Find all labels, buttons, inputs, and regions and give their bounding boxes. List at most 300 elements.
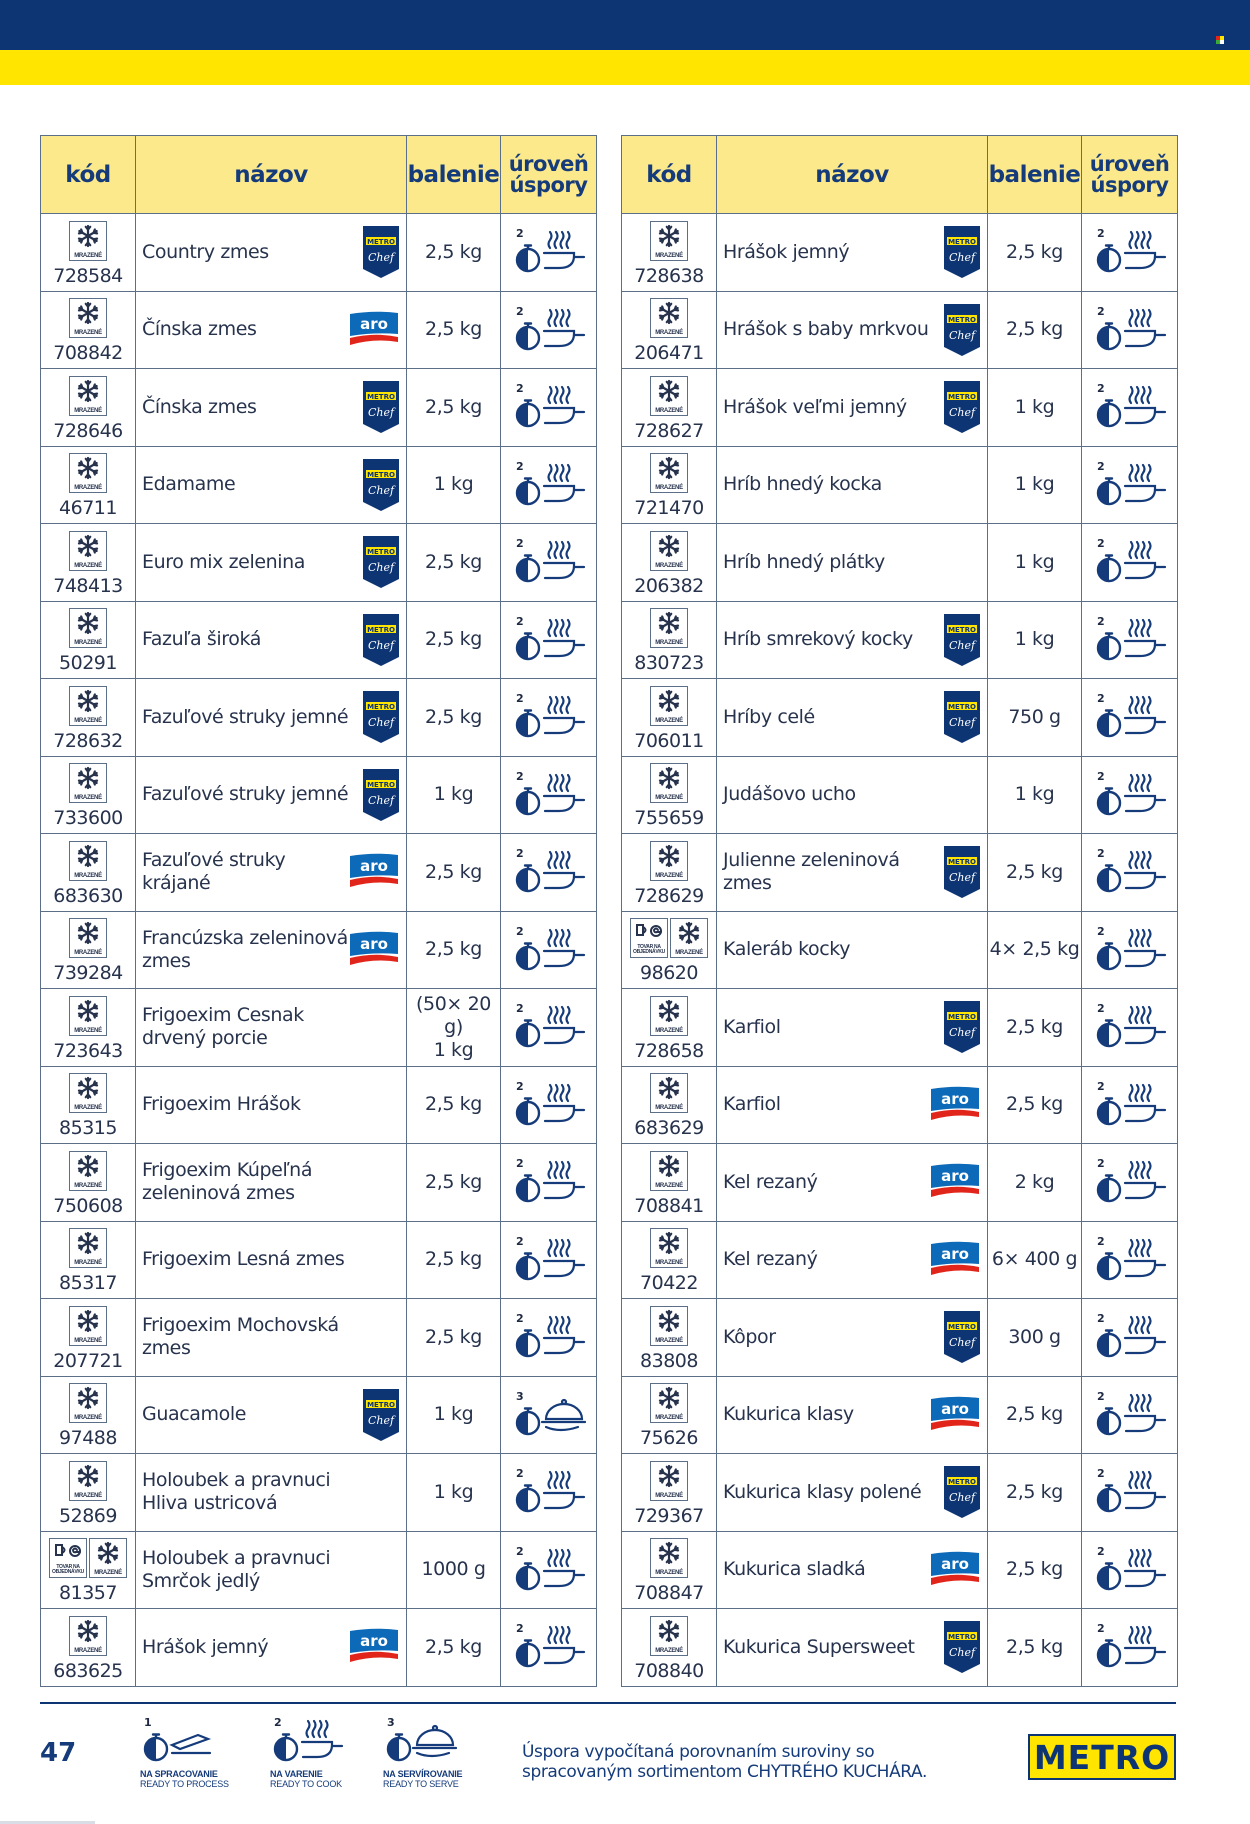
ready-to-cook-icon xyxy=(501,536,596,588)
name-wrap xyxy=(723,602,981,679)
savings-level xyxy=(501,911,597,989)
code-cell xyxy=(622,446,717,524)
table-row xyxy=(41,911,597,989)
product-name: Holoubek a pravnuci Smrčok jedlý xyxy=(142,1546,331,1592)
name-cell xyxy=(717,756,988,834)
name-cell xyxy=(717,834,988,912)
code-cell xyxy=(41,1376,136,1454)
storage-icons xyxy=(41,376,135,418)
product-code: 728638 xyxy=(634,264,704,287)
frozen-icon-label: MRAZENÉ xyxy=(655,252,683,259)
name-wrap xyxy=(723,1144,981,1221)
name-cell xyxy=(136,989,407,1067)
svg-text:2: 2 xyxy=(515,1002,524,1016)
svg-text:2: 2 xyxy=(1096,692,1105,706)
order-icon xyxy=(630,918,668,958)
product-name: Kukurica sladká xyxy=(723,1558,866,1581)
product-table-left xyxy=(40,135,597,1687)
svg-text:Chef: Chef xyxy=(367,793,395,807)
storage-icons xyxy=(622,531,716,573)
svg-text:Chef: Chef xyxy=(948,638,976,652)
savings-level xyxy=(1082,291,1178,369)
product-code: 206471 xyxy=(634,342,704,365)
code-cell xyxy=(622,679,717,757)
frozen-icon-label: MRAZENÉ xyxy=(74,1647,102,1654)
savings-level xyxy=(501,1221,597,1299)
frozen-icon-label: MRAZENÉ xyxy=(655,407,683,414)
svg-text:2: 2 xyxy=(1096,1002,1105,1016)
metro-chef-logo xyxy=(943,303,981,357)
storage-icons xyxy=(41,841,135,883)
code-cell xyxy=(41,1066,136,1144)
metro-chef-logo xyxy=(362,380,400,434)
frozen-icon-label: MRAZENÉ xyxy=(675,950,703,957)
name-wrap xyxy=(723,912,981,989)
frozen-icon xyxy=(650,686,688,726)
savings-level xyxy=(1082,1376,1178,1454)
frozen-icon xyxy=(650,1306,688,1346)
name-cell xyxy=(136,1144,407,1222)
metro-chef-logo xyxy=(943,690,981,744)
package-size: 1 kg xyxy=(407,756,501,834)
name-wrap xyxy=(723,757,981,834)
table-row xyxy=(622,1454,1178,1532)
name-wrap xyxy=(142,447,400,524)
metro-chef-logo xyxy=(362,535,400,589)
savings-level xyxy=(501,1376,597,1454)
frozen-icon-label: MRAZENÉ xyxy=(74,485,102,492)
storage-icons xyxy=(622,1151,716,1193)
package-size: 2,5 kg xyxy=(988,834,1082,912)
svg-text:METRO: METRO xyxy=(948,625,976,634)
frozen-icon xyxy=(69,1151,107,1191)
name-wrap xyxy=(142,602,400,679)
svg-text:2: 2 xyxy=(1096,382,1105,396)
table-row xyxy=(41,834,597,912)
storage-icons xyxy=(41,453,135,495)
storage-icons xyxy=(41,1461,135,1503)
product-name: Karfiol xyxy=(723,1093,781,1116)
svg-text:2: 2 xyxy=(515,614,524,628)
savings-level xyxy=(1082,1221,1178,1299)
svg-text:METRO: METRO xyxy=(367,470,395,479)
svg-text:2: 2 xyxy=(515,847,524,861)
product-name: Kukurica Supersweet xyxy=(723,1635,915,1658)
ready-to-cook-icon xyxy=(1082,381,1177,433)
table-header-row xyxy=(622,136,1178,214)
ready-to-cook-icon xyxy=(1082,1311,1177,1363)
product-code: 70422 xyxy=(640,1272,698,1295)
name-wrap xyxy=(723,834,981,911)
table-row xyxy=(41,214,597,292)
savings-level xyxy=(501,214,597,292)
storage-icons xyxy=(622,996,716,1038)
storage-icons xyxy=(41,298,135,340)
code-cell xyxy=(41,834,136,912)
name-cell xyxy=(717,601,988,679)
ready-to-serve-icon xyxy=(501,1389,596,1441)
table-row xyxy=(41,1376,597,1454)
code-cell xyxy=(622,1376,717,1454)
name-wrap xyxy=(723,214,981,291)
svg-text:2: 2 xyxy=(1096,227,1105,241)
header-pack: balenie xyxy=(407,136,501,214)
name-cell xyxy=(717,214,988,292)
header-savings: úroveň úspory xyxy=(501,136,597,214)
package-size: 1 kg xyxy=(988,756,1082,834)
svg-text:2: 2 xyxy=(1096,459,1105,473)
storage-icons xyxy=(622,1383,716,1425)
svg-text:aro: aro xyxy=(360,314,388,333)
code-cell xyxy=(41,911,136,989)
frozen-icon-label: MRAZENÉ xyxy=(74,950,102,957)
svg-text:2: 2 xyxy=(515,227,524,241)
frozen-icon-label: MRAZENÉ xyxy=(74,330,102,337)
metro-chef-logo xyxy=(943,613,981,667)
product-name: Francúzska zeleninová zmes xyxy=(142,926,348,972)
svg-text:aro: aro xyxy=(941,1167,969,1186)
ready-to-cook-icon xyxy=(501,691,596,743)
svg-text:Chef: Chef xyxy=(948,716,976,730)
legend-ready-to-serve xyxy=(383,1715,493,1789)
frozen-icon-label: MRAZENÉ xyxy=(74,1105,102,1112)
code-cell xyxy=(41,601,136,679)
frozen-icon xyxy=(69,1383,107,1423)
storage-icons xyxy=(622,1461,716,1503)
svg-text:METRO: METRO xyxy=(367,625,395,634)
table-row xyxy=(622,1531,1178,1609)
product-code: 97488 xyxy=(59,1427,117,1450)
frozen-icon-label: MRAZENÉ xyxy=(655,717,683,724)
table-row xyxy=(41,369,597,447)
ready-to-cook-icon xyxy=(1082,1234,1177,1286)
frozen-icon xyxy=(650,763,688,803)
metro-chef-logo xyxy=(943,1000,981,1054)
name-wrap xyxy=(142,912,400,989)
table-row xyxy=(41,1609,597,1687)
frozen-icon xyxy=(650,1538,688,1578)
frozen-icon xyxy=(650,1073,688,1113)
ready-to-serve-icon xyxy=(383,1715,493,1767)
name-wrap xyxy=(142,1222,400,1299)
name-wrap xyxy=(723,1299,981,1376)
name-wrap xyxy=(142,1377,400,1454)
frozen-icon-label: MRAZENÉ xyxy=(74,1415,102,1422)
savings-level xyxy=(1082,446,1178,524)
product-code: 85317 xyxy=(59,1272,117,1295)
package-size: 300 g xyxy=(988,1299,1082,1377)
table-row xyxy=(622,1066,1178,1144)
table-row xyxy=(41,446,597,524)
name-cell xyxy=(717,1221,988,1299)
package-size: 2,5 kg xyxy=(407,679,501,757)
table-row xyxy=(622,214,1178,292)
name-wrap xyxy=(142,1299,400,1376)
product-name: Hrášok jemný xyxy=(723,240,850,263)
code-cell xyxy=(622,1609,717,1687)
package-size: 2,5 kg xyxy=(988,1609,1082,1687)
table-row xyxy=(41,291,597,369)
name-wrap xyxy=(142,834,400,911)
storage-icons xyxy=(622,1228,716,1270)
svg-text:Chef: Chef xyxy=(367,251,395,265)
ready-to-cook-icon xyxy=(501,381,596,433)
savings-level xyxy=(501,1299,597,1377)
code-cell xyxy=(622,601,717,679)
order-icon xyxy=(49,1538,87,1578)
svg-text:2: 2 xyxy=(515,1622,524,1636)
name-cell xyxy=(136,601,407,679)
table-header-row xyxy=(41,136,597,214)
name-cell xyxy=(136,446,407,524)
storage-icons xyxy=(41,1538,135,1580)
frozen-icon xyxy=(69,298,107,338)
product-code: 207721 xyxy=(53,1349,123,1372)
product-name: Kel rezaný xyxy=(723,1248,818,1271)
package-size: 2,5 kg xyxy=(407,1609,501,1687)
code-cell xyxy=(622,1066,717,1144)
legend-ready-to-cook xyxy=(270,1715,380,1789)
table-row xyxy=(41,1144,597,1222)
package-size: 2,5 kg xyxy=(407,1221,501,1299)
code-cell xyxy=(622,1221,717,1299)
svg-text:METRO: METRO xyxy=(948,238,976,247)
metro-chef-logo xyxy=(362,768,400,822)
package-size: 750 g xyxy=(988,679,1082,757)
svg-text:aro: aro xyxy=(360,1632,388,1651)
package-size: 4× 2,5 kg xyxy=(988,911,1082,989)
svg-text:3: 3 xyxy=(515,1389,524,1403)
frozen-icon xyxy=(650,453,688,493)
frozen-icon xyxy=(69,1228,107,1268)
code-cell xyxy=(622,834,717,912)
storage-icons xyxy=(622,763,716,805)
table-row xyxy=(41,524,597,602)
product-code: 50291 xyxy=(59,652,117,675)
storage-icons xyxy=(41,918,135,960)
product-name: Judášovo ucho xyxy=(723,783,856,806)
product-code: 85315 xyxy=(59,1117,117,1140)
ready-to-cook-icon xyxy=(501,1156,596,1208)
storage-icons xyxy=(622,1306,716,1348)
savings-level xyxy=(1082,1066,1178,1144)
frozen-icon-label: MRAZENÉ xyxy=(74,717,102,724)
svg-text:2: 2 xyxy=(515,924,524,938)
ready-to-cook-icon xyxy=(501,459,596,511)
name-wrap xyxy=(723,447,981,524)
product-code: 706011 xyxy=(634,729,704,752)
legend-label: NA SPRACOVANIE xyxy=(140,1769,218,1779)
package-size: 2,5 kg xyxy=(988,291,1082,369)
metro-chef-logo xyxy=(362,1388,400,1442)
savings-note: Úspora vypočítaná porovnaním suroviny so spracovaným sortimentom CHYTRÉHO KUCHÁRA. xyxy=(522,1742,927,1782)
table-row xyxy=(622,446,1178,524)
name-wrap xyxy=(142,1144,400,1221)
frozen-icon xyxy=(650,1461,688,1501)
frozen-icon-label: MRAZENÉ xyxy=(655,1105,683,1112)
svg-text:2: 2 xyxy=(1096,1622,1105,1636)
name-cell xyxy=(136,834,407,912)
name-cell xyxy=(136,214,407,292)
name-wrap xyxy=(142,1609,400,1686)
table-row xyxy=(41,1299,597,1377)
frozen-icon xyxy=(69,763,107,803)
frozen-icon xyxy=(670,918,708,958)
code-cell xyxy=(622,1144,717,1222)
name-cell xyxy=(717,1531,988,1609)
svg-text:aro: aro xyxy=(360,934,388,953)
frozen-icon xyxy=(650,221,688,261)
ready-to-cook-icon xyxy=(501,1466,596,1518)
savings-level xyxy=(501,1454,597,1532)
svg-text:2: 2 xyxy=(1096,614,1105,628)
metro-logo: METRO xyxy=(1028,1734,1176,1780)
code-cell xyxy=(41,679,136,757)
savings-level xyxy=(501,989,597,1067)
table-row xyxy=(41,1531,597,1609)
name-cell xyxy=(717,1144,988,1222)
product-code: 683629 xyxy=(634,1117,704,1140)
savings-level xyxy=(1082,524,1178,602)
code-cell xyxy=(41,989,136,1067)
code-cell xyxy=(41,369,136,447)
svg-text:2: 2 xyxy=(1096,304,1105,318)
table-row xyxy=(622,1376,1178,1454)
ready-to-cook-icon xyxy=(1082,304,1177,356)
aro-logo xyxy=(929,1162,981,1202)
code-cell xyxy=(41,756,136,834)
product-name: Frigoexim Lesná zmes xyxy=(142,1248,345,1271)
metro-chef-logo xyxy=(943,380,981,434)
aro-logo xyxy=(929,1085,981,1125)
name-cell xyxy=(717,446,988,524)
product-name: Hríb hnedý plátky xyxy=(723,550,885,573)
svg-text:Chef: Chef xyxy=(948,406,976,420)
storage-icons xyxy=(41,531,135,573)
ready-to-cook-icon xyxy=(1082,924,1177,976)
table-row xyxy=(41,756,597,834)
table-row xyxy=(41,989,597,1067)
svg-text:2: 2 xyxy=(515,304,524,318)
svg-text:Chef: Chef xyxy=(948,328,976,342)
savings-level xyxy=(1082,601,1178,679)
frozen-icon xyxy=(69,1073,107,1113)
svg-text:2: 2 xyxy=(1096,924,1105,938)
ready-to-cook-icon xyxy=(501,1544,596,1596)
metro-chef-logo xyxy=(362,458,400,512)
frozen-icon-label: MRAZENÉ xyxy=(74,1027,102,1034)
ready-to-cook-icon xyxy=(1082,1079,1177,1131)
code-cell xyxy=(622,524,717,602)
storage-icons xyxy=(622,298,716,340)
frozen-icon-label: MRAZENÉ xyxy=(655,640,683,647)
footer-divider xyxy=(40,1702,1176,1704)
name-wrap xyxy=(142,989,400,1066)
header-code: kód xyxy=(41,136,136,214)
frozen-icon-label: MRAZENÉ xyxy=(655,872,683,879)
svg-text:Chef: Chef xyxy=(948,1646,976,1660)
package-size: 2,5 kg xyxy=(407,524,501,602)
product-code: 728658 xyxy=(634,1039,704,1062)
code-cell xyxy=(622,369,717,447)
name-wrap xyxy=(142,757,400,834)
product-code: 733600 xyxy=(53,807,123,830)
product-code: 708842 xyxy=(53,342,123,365)
legend-sublabel: READY TO COOK xyxy=(270,1779,342,1789)
svg-text:2: 2 xyxy=(1096,769,1105,783)
svg-text:METRO: METRO xyxy=(367,1400,395,1409)
ready-to-cook-icon xyxy=(1082,1001,1177,1053)
name-wrap xyxy=(723,1377,981,1454)
name-cell xyxy=(136,1454,407,1532)
code-cell xyxy=(622,291,717,369)
svg-text:METRO: METRO xyxy=(948,1633,976,1642)
table-row xyxy=(622,1221,1178,1299)
product-name: Hríby celé xyxy=(723,705,815,728)
frozen-icon xyxy=(89,1538,127,1578)
storage-icons xyxy=(41,221,135,263)
savings-level xyxy=(1082,1531,1178,1609)
package-size: 1 kg xyxy=(407,1454,501,1532)
package-size: 1 kg xyxy=(988,446,1082,524)
product-code: 721470 xyxy=(634,497,704,520)
savings-level xyxy=(1082,369,1178,447)
product-code: 52869 xyxy=(59,1504,117,1527)
name-wrap xyxy=(723,1067,981,1144)
storage-icons xyxy=(41,763,135,805)
frozen-icon-label: MRAZENÉ xyxy=(655,1337,683,1344)
product-code: 708840 xyxy=(634,1659,704,1682)
frozen-icon-label: MRAZENÉ xyxy=(74,562,102,569)
product-name: Hríb smrekový kocky xyxy=(723,628,913,651)
product-name: Country zmes xyxy=(142,240,269,263)
code-cell xyxy=(622,1531,717,1609)
frozen-icon-label: MRAZENÉ xyxy=(655,1570,683,1577)
name-cell xyxy=(717,369,988,447)
product-code: 748413 xyxy=(53,574,123,597)
legend-sublabel: READY TO PROCESS xyxy=(140,1779,229,1789)
svg-text:Chef: Chef xyxy=(367,483,395,497)
name-cell xyxy=(136,1376,407,1454)
savings-level xyxy=(501,756,597,834)
frozen-icon xyxy=(69,221,107,261)
product-name: Julienne zeleninová zmes xyxy=(723,849,900,895)
product-name: Hrášok jemný xyxy=(142,1635,269,1658)
svg-text:2: 2 xyxy=(515,1079,524,1093)
name-wrap xyxy=(723,1222,981,1299)
package-size: 1 kg xyxy=(988,524,1082,602)
ready-to-cook-icon xyxy=(1082,691,1177,743)
aro-logo xyxy=(348,930,400,970)
savings-level xyxy=(1082,911,1178,989)
frozen-icon xyxy=(650,531,688,571)
package-size: 2,5 kg xyxy=(407,911,501,989)
product-code: 46711 xyxy=(59,497,117,520)
svg-text:Chef: Chef xyxy=(948,251,976,265)
code-cell xyxy=(41,1531,136,1609)
savings-level xyxy=(1082,989,1178,1067)
frozen-icon-label: MRAZENÉ xyxy=(655,1415,683,1422)
savings-level xyxy=(501,1531,597,1609)
ready-to-cook-icon xyxy=(501,226,596,278)
header-pack: balenie xyxy=(988,136,1082,214)
frozen-icon-label: MRAZENÉ xyxy=(655,1027,683,1034)
code-cell xyxy=(622,1454,717,1532)
product-code: 708847 xyxy=(634,1582,704,1605)
svg-text:2: 2 xyxy=(515,1467,524,1481)
metro-chef-logo xyxy=(362,613,400,667)
table-row xyxy=(622,756,1178,834)
